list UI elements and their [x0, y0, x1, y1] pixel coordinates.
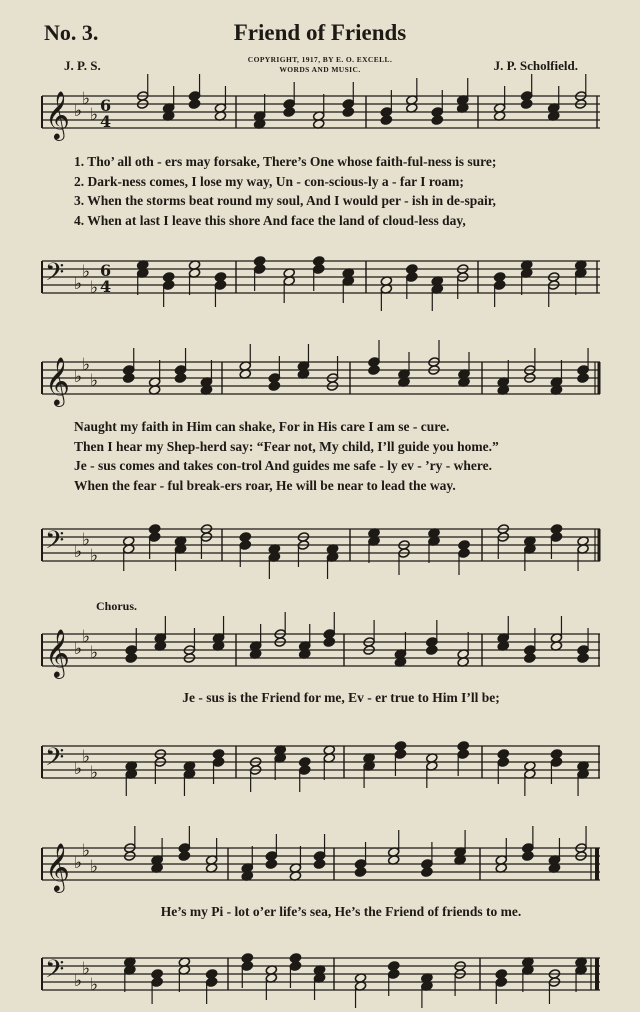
flat-icon: ♭: [90, 643, 99, 663]
note-head: [241, 953, 253, 964]
composer-credit: J. P. Scholfield.: [493, 58, 578, 73]
lyric-line: 2. Dark-ness comes, I lose my way, Un - con-scious-ly a - far I roam;: [74, 173, 464, 189]
hymn-title: Friend of Friends: [233, 20, 407, 45]
verse-lyrics-block: [74, 152, 608, 230]
note-head: [323, 629, 335, 640]
note-head: [520, 91, 532, 102]
flat-icon: ♭: [82, 959, 91, 979]
time-signature-numerator: 6: [100, 96, 112, 115]
note-head: [253, 256, 265, 267]
flat-icon: ♭: [74, 274, 83, 294]
flat-icon: ♭: [82, 355, 91, 375]
note-head: [426, 637, 438, 648]
note-head: [268, 373, 280, 384]
note-head: [524, 645, 536, 656]
note-head: [313, 256, 325, 267]
verse-lyrics-block: [74, 417, 608, 495]
note-head: [550, 749, 562, 760]
note-head: [457, 741, 469, 752]
bass-clef-icon: 𝄢: [45, 743, 65, 778]
time-signature-denominator: 4: [100, 277, 112, 296]
chorus-lyrics-block: [74, 902, 608, 922]
lyric-line: He’s my Pi - lot o’er life’s sea, He’s the Friend of friends to me.: [160, 904, 522, 919]
note-head: [458, 540, 470, 551]
copyright-line: WORDS AND MUSIC.: [279, 65, 361, 74]
note-head: [495, 969, 507, 980]
note-head: [239, 532, 251, 543]
time-signature-numerator: 6: [100, 261, 112, 280]
note-head: [388, 961, 400, 972]
flat-icon: ♭: [90, 857, 99, 877]
bass-clef-icon: 𝄢: [45, 955, 65, 990]
note-head: [406, 264, 418, 275]
time-signature-denominator: 4: [100, 112, 112, 131]
note-head: [125, 645, 137, 656]
flat-icon: ♭: [82, 262, 91, 282]
lyric-line: Je - sus is the Friend for me, Ev - er true to Him I’ll be;: [182, 690, 500, 705]
bass-staff: [0, 950, 640, 1000]
flat-icon: ♭: [90, 278, 99, 298]
note-head: [577, 645, 589, 656]
flat-icon: ♭: [82, 841, 91, 861]
lyric-line: 1. Tho’ all oth - ers may forsake, There’s One whose faith-ful-ness is sure;: [74, 154, 497, 169]
note-head: [148, 524, 160, 535]
note-head: [380, 107, 392, 118]
bass-clef-icon: 𝄢: [45, 258, 65, 293]
note-head: [299, 757, 311, 768]
note-head: [162, 272, 174, 283]
lyricist-credit: J. P. S.: [64, 58, 101, 73]
lyric-line: Then I hear my Shep-herd say: “Fear not, My child, I’ll guide you home.”: [74, 438, 499, 454]
flat-icon: ♭: [82, 89, 91, 109]
note-head: [313, 851, 325, 862]
flat-icon: ♭: [90, 763, 99, 783]
note-head: [577, 365, 589, 376]
treble-clef-icon: 𝄞: [45, 356, 70, 405]
flat-icon: ♭: [90, 546, 99, 566]
bass-staff: [0, 253, 640, 303]
note-head: [212, 749, 224, 760]
bass-clef-icon: 𝄢: [45, 526, 65, 561]
note-head: [289, 953, 301, 964]
note-head: [522, 843, 534, 854]
treble-staff: [0, 88, 640, 138]
note-head: [123, 365, 135, 376]
note-head: [354, 859, 366, 870]
note-head: [421, 859, 433, 870]
note-head: [188, 91, 200, 102]
flat-icon: ♭: [74, 971, 83, 991]
lyric-line: 4. When at last I leave this shore And face the land of cloud-less day,: [74, 212, 466, 228]
note-head: [151, 969, 163, 980]
flat-icon: ♭: [90, 975, 99, 995]
lyric-line: 3. When the storms beat round my soul, And I would per - ish in de-spair,: [74, 193, 496, 208]
note-head: [214, 272, 226, 283]
lyric-line: Naught my faith in Him can shake, For in His care I am se - cure.: [74, 419, 450, 434]
note-head: [205, 969, 217, 980]
note-head: [368, 357, 380, 368]
chorus-lyrics-block: [74, 688, 608, 708]
flat-icon: ♭: [74, 853, 83, 873]
note-head: [178, 843, 190, 854]
flat-icon: ♭: [74, 101, 83, 121]
note-head: [497, 749, 509, 760]
bass-staff: [0, 521, 640, 571]
flat-icon: ♭: [82, 530, 91, 550]
flat-icon: ♭: [82, 627, 91, 647]
note-head: [283, 99, 295, 110]
note-head: [431, 107, 443, 118]
note-head: [550, 524, 562, 535]
lyric-line: Je - sus comes and takes con-trol And guides me safe - ly ev - ’ry - where.: [74, 458, 492, 473]
flat-icon: ♭: [82, 747, 91, 767]
bass-staff: [0, 738, 640, 788]
flat-icon: ♭: [74, 542, 83, 562]
flat-icon: ♭: [90, 105, 99, 125]
note-head: [342, 99, 354, 110]
note-head: [394, 741, 406, 752]
chorus-label: Chorus.: [96, 599, 138, 613]
hymn-number: No. 3.: [44, 20, 99, 45]
copyright-line: COPYRIGHT, 1917, BY E. O. EXCELL.: [247, 55, 393, 64]
treble-clef-icon: 𝄞: [45, 90, 70, 139]
treble-staff: [0, 354, 640, 404]
note-head: [493, 272, 505, 283]
treble-clef-icon: 𝄞: [45, 842, 70, 891]
note-head: [174, 365, 186, 376]
flat-icon: ♭: [74, 759, 83, 779]
flat-icon: ♭: [74, 639, 83, 659]
lyric-line: When the fear - ful break-ers roar, He will be near to lead the way.: [74, 477, 456, 493]
note-head: [265, 851, 277, 862]
treble-staff: [0, 626, 640, 676]
flat-icon: ♭: [74, 367, 83, 387]
treble-staff: [0, 840, 640, 890]
flat-icon: ♭: [90, 371, 99, 391]
treble-clef-icon: 𝄞: [45, 628, 70, 677]
